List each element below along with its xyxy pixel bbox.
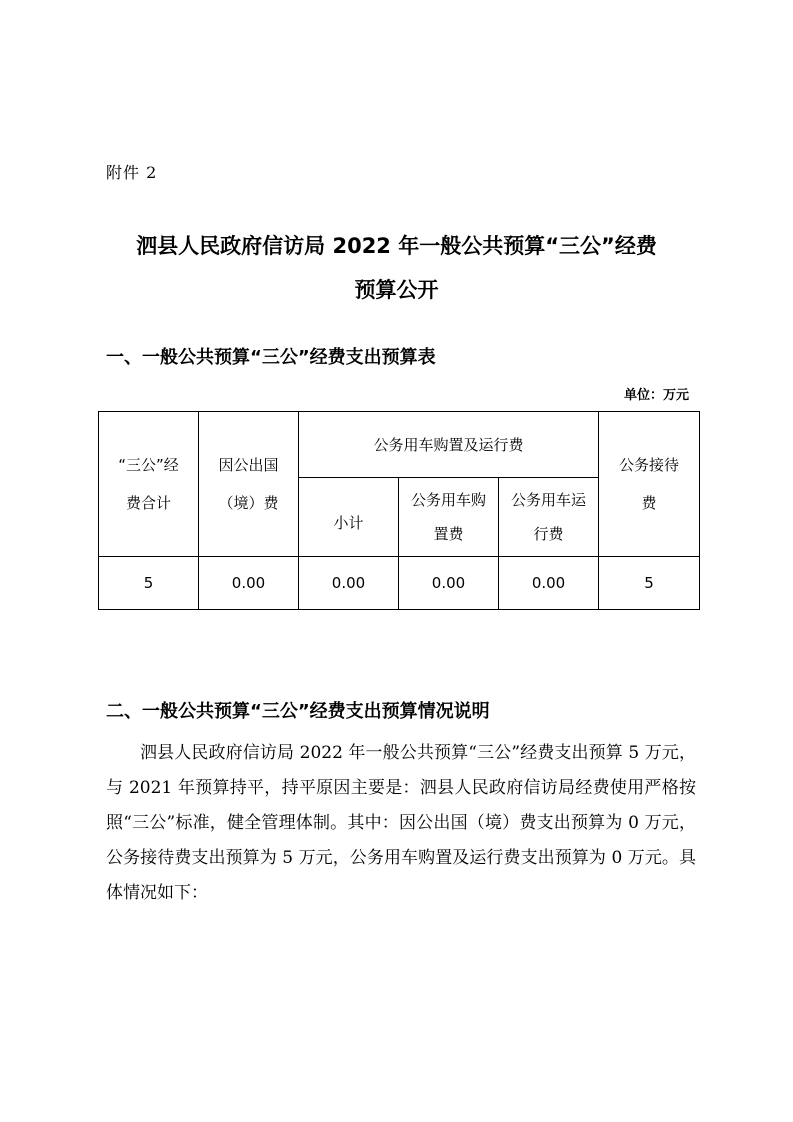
unit-label: 单位：万元 [623,388,689,403]
header-vehicle-operation [499,478,599,557]
header-reception [599,412,700,557]
header-reception-line-2: 费 [641,494,657,512]
budget-table [98,411,700,610]
header-purchase-line-1: 公务用车购 [410,491,486,509]
header-total-line-2: 费合计 [125,494,171,512]
section-2-heading: 二、一般公共预算“三公”经费支出预算情况说明 [106,701,490,722]
header-reception-line-1: 公务接待 [619,456,680,474]
title-line-2: 预算公开 [354,278,439,302]
title-line-1: 泗县人民政府信访局 2022 年一般公共预算“三公”经费 [136,234,657,258]
header-vehicle-purchase [399,478,499,557]
section-1-heading: 一、一般公共预算“三公”经费支出预算表 [106,347,436,368]
value-vehicle-operation: 0.00 [499,557,599,610]
header-total-line-1: “三公”经 [118,456,179,474]
header-subtotal: 小计 [299,478,399,557]
explanation-paragraph: 泗县人民政府信访局 2022 年一般公共预算“三公”经费支出预算 5 万元，与 2021 年预算持平，持平原因主要是：泗县人民政府信访局经费使用严格按照“三公”标准，健全管理体制。其中：因公出国（境）费支出预算为 0 万元，公务接待费支出预算为 5 万元，公务用车购置及运行费支出预算为 0 万元。具体情况如下： [106,743,696,903]
header-abroad [199,412,299,557]
attachment-label: 附件 2 [106,163,158,182]
header-operation-line-1: 公务用车运 [511,491,587,509]
value-vehicle-purchase: 0.00 [399,557,499,610]
value-subtotal: 0.00 [299,557,399,610]
header-vehicle-group: 公务用车购置及运行费 [299,412,599,478]
header-abroad-line-1: 因公出国 [218,456,279,474]
header-operation-line-2: 行费 [533,525,564,543]
value-abroad: 0.00 [199,557,299,610]
header-purchase-line-2: 置费 [433,525,464,543]
header-abroad-line-2: （境）费 [218,494,279,512]
value-total: 5 [99,557,199,610]
header-total [99,412,199,557]
explanation-body [106,736,696,911]
document-title [60,224,733,312]
value-reception: 5 [599,557,700,610]
